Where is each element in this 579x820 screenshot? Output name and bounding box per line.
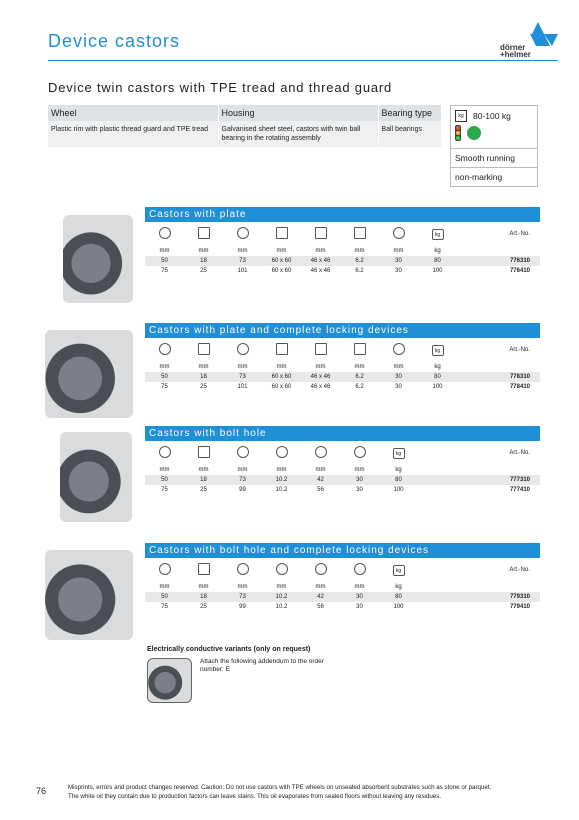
specs-header-housing: Housing — [218, 105, 378, 121]
table-row: 75 25 101 60 x 60 46 x 46 6.2 30 100 776410 — [161, 268, 530, 274]
block-castors-bolt-hole-lock — [145, 543, 540, 612]
castor-plate-image — [63, 215, 133, 303]
feature-nonmarking: non-marking — [455, 172, 503, 182]
bolt-length-icon — [315, 446, 327, 458]
wheel-diameter-icon — [159, 343, 171, 355]
overall-height-icon — [237, 343, 249, 355]
bolt-hole-icon — [276, 563, 288, 575]
load-weight-icon: kg — [455, 110, 467, 122]
load-capacity-icon: kg — [432, 229, 444, 240]
offset-icon — [393, 227, 405, 239]
eco-icon — [467, 126, 481, 140]
hole-spacing-icon — [315, 227, 327, 239]
specs-table — [48, 105, 442, 147]
units-row: mm mm mm mm mm mm kg — [159, 467, 402, 473]
plate-size-icon — [276, 227, 288, 239]
load-capacity-icon: kg — [432, 345, 444, 356]
table-row: 75 25 99 10.2 56 30 100 779410 — [161, 604, 530, 610]
offset-icon — [393, 343, 405, 355]
hole-diameter-icon — [354, 227, 366, 239]
art-no-label: Art.-No. — [509, 450, 530, 456]
wheel-diameter-icon — [159, 446, 171, 458]
specs-wheel: Plastic rim with plastic thread guard and TPE tread — [48, 121, 218, 147]
load-capacity-icon: kg — [393, 565, 405, 576]
traffic-light-icon — [455, 125, 461, 141]
overall-height-icon — [237, 446, 249, 458]
icon-row — [145, 222, 540, 246]
hole-spacing-icon — [315, 343, 327, 355]
icon-row — [145, 338, 540, 362]
header-rule — [48, 60, 558, 61]
note-title: Electrically conductive variants (only on request) — [147, 646, 311, 653]
wheel-width-icon — [198, 446, 210, 458]
castor-plate-lock-image — [45, 330, 133, 418]
load-range: 80-100 kg — [473, 111, 511, 121]
load-capacity-icon: kg — [393, 448, 405, 459]
table-row: 75 25 99 10.2 56 30 100 777410 — [161, 487, 530, 493]
plate-size-icon — [276, 343, 288, 355]
art-no-label: Art.-No. — [509, 567, 530, 573]
table-row: 50 18 73 60 x 60 46 x 46 6.2 30 80 776310 — [145, 256, 540, 266]
block-title: Castors with bolt hole and complete locking devices — [145, 543, 540, 558]
block-title: Castors with plate and complete locking devices — [145, 323, 540, 338]
block-title: Castors with plate — [145, 207, 540, 222]
offset-icon — [354, 563, 366, 575]
units-row: mm mm mm mm mm mm mm kg — [159, 364, 441, 370]
wheel-width-icon — [198, 563, 210, 575]
wheel-width-icon — [198, 227, 210, 239]
overall-height-icon — [237, 563, 249, 575]
specs-housing: Galvanised sheet steel, castors with twin ball bearing in the rotating assembly — [218, 121, 378, 147]
castor-bolt-hole-image — [60, 432, 132, 522]
table-row: 50 18 73 60 x 60 46 x 46 6.2 30 80 778310 — [145, 372, 540, 382]
hole-diameter-icon — [354, 343, 366, 355]
overall-height-icon — [237, 227, 249, 239]
art-no-label: Art.-No. — [509, 231, 530, 237]
wheel-width-icon — [198, 343, 210, 355]
block-castors-plate — [145, 207, 540, 276]
feature-smooth: Smooth running — [451, 149, 537, 168]
table-row: 50 18 73 10.2 42 30 80 777310 — [145, 475, 540, 485]
block-title: Castors with bolt hole — [145, 426, 540, 441]
specs-bearing: Ball bearings — [378, 121, 442, 147]
note-text: Attach the following addendum to the order number: E — [200, 658, 324, 673]
block-castors-plate-lock — [145, 323, 540, 392]
bolt-length-icon — [315, 563, 327, 575]
art-no-label: Art.-No. — [509, 347, 530, 353]
block-castors-bolt-hole — [145, 426, 540, 495]
table-row: 75 25 101 60 x 60 46 x 46 6.2 30 100 778410 — [161, 384, 530, 390]
units-row: mm mm mm mm mm mm mm kg — [159, 248, 441, 254]
section-title: Device twin castors with TPE tread and thread guard — [48, 80, 393, 95]
info-box — [450, 105, 538, 187]
wheel-diameter-icon — [159, 227, 171, 239]
offset-icon — [354, 446, 366, 458]
footer-disclaimer: Misprints, errors and product changes reserved. Caution: Do not use castors with TPE wheels on unsealed absorbent substrates such as stone or parquet. The white oil they contain due to production factors can leave stains. This oil evaporates from sealed floors without leaving any residues. — [68, 784, 492, 800]
castor-bolt-hole-lock-image — [45, 550, 133, 640]
table-row: 50 18 73 10.2 42 30 80 779310 — [145, 592, 540, 602]
conductive-wheel-image — [147, 658, 192, 703]
page-title: Device castors — [48, 31, 181, 51]
bolt-hole-icon — [276, 446, 288, 458]
icon-row — [145, 441, 540, 465]
brand-wordmark: dörner +helmer — [500, 43, 531, 59]
page-number: 76 — [36, 786, 47, 796]
units-row: mm mm mm mm mm mm kg — [159, 584, 402, 590]
wheel-diameter-icon — [159, 563, 171, 575]
specs-header-wheel: Wheel — [48, 105, 218, 121]
specs-header-bearing: Bearing type — [378, 105, 442, 121]
icon-row — [145, 558, 540, 582]
